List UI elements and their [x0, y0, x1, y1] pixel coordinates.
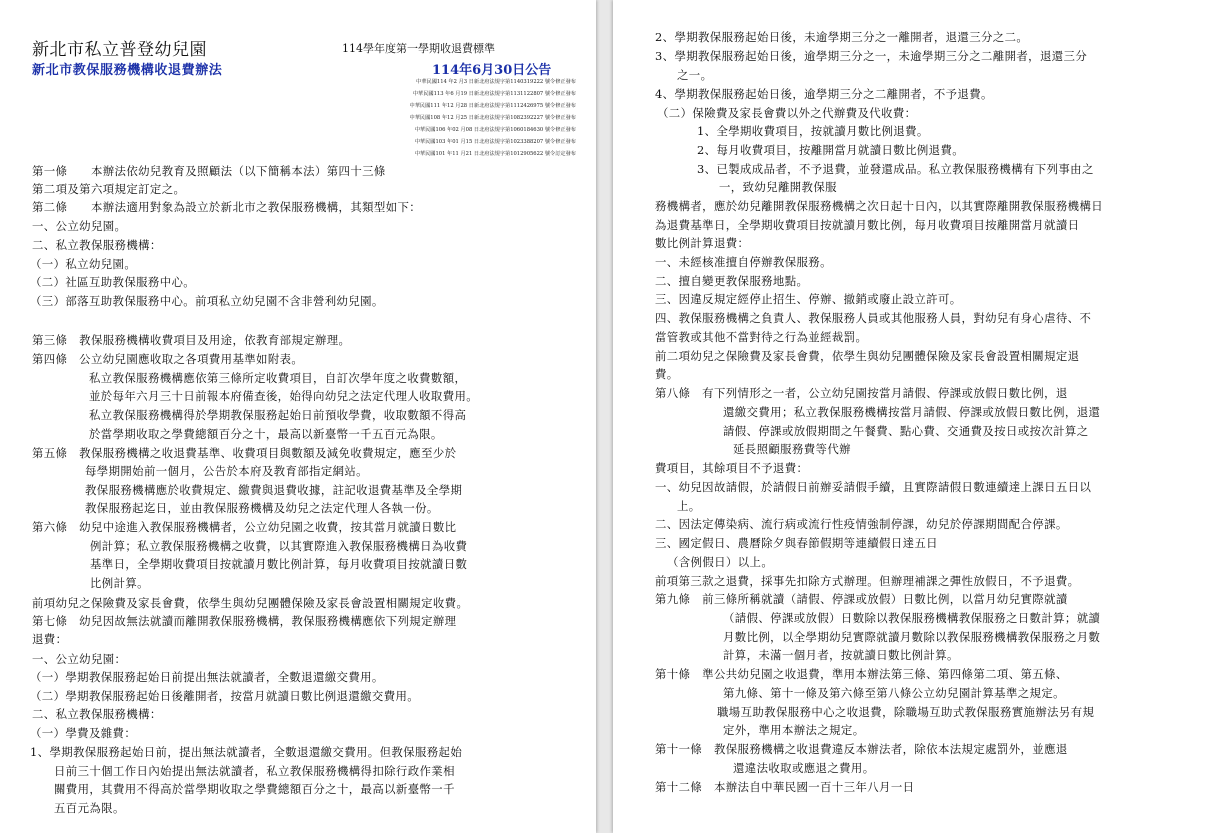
text-line: （一）私立幼兒園。	[30, 257, 137, 271]
history-line: 中華民國111 年12 月28 日新北府法規字第1112426975 號令修正發布	[409, 103, 576, 109]
text-line: 第一條 本辦法依幼兒教育及照顧法（以下簡稱本法）第四十三條	[32, 164, 386, 178]
history-line: 中華民國108 年12 月25 日新北府法規字第1082392227 號令修正發布	[409, 115, 576, 121]
text-line: 3、學期教保服務起始日後，逾學期三分之一，未逾學期三分之二離開者，退還三分	[655, 49, 1088, 63]
text-line: 第四條 公立幼兒園應收取之各項費用基準如附表。	[32, 352, 304, 366]
text-line: 第九條 前三條所稱就讀（請假、停課或放假）日數比例，以當月幼兒實際就讀	[655, 592, 1068, 606]
text-line: 第十一條 教保服務機構之收退費違反本辦法者，除依本法規定處罰外，並應退	[655, 742, 1068, 756]
text-line: 每學期開始前一個月，公告於本府及教育部指定網站。	[85, 464, 368, 478]
text-line: 延長照顧服務費等代辦	[733, 442, 851, 456]
text-line: 二、因法定傳染病、流行病或流行性疫情強制停課，幼兒於停課期間配合停課。	[655, 517, 1068, 531]
text-line: 第六條 幼兒中途進入教保服務機構者，公立幼兒園之收費，按其當月就讀日數比	[32, 520, 457, 534]
text-line: 前二項幼兒之保險費及家長會費，依學生與幼兒團體保險及家長會設置相關規定退	[655, 349, 1080, 363]
text-line: 二、私立教保服務機構：	[32, 238, 162, 252]
text-line: 第三條 教保服務機構收費項目及用途，依教育部規定辦理。	[32, 333, 351, 347]
text-line: 月數比例，以全學期幼兒實際就讀月數除以教保服務機構教保服務之月數	[723, 630, 1101, 644]
history-line: 中華民國106 年02 月08 日北府法規字第1060184630 號令修正發布	[414, 127, 576, 133]
text-line: 1、全學期收費項目，按就讀月數比例退費。	[697, 124, 929, 138]
text-line: 4、學期教保服務起始日後，逾學期三分之二離開者，不予退費。	[655, 87, 993, 101]
text-line: 二、私立教保服務機構：	[32, 707, 162, 721]
text-line: 例計算；私立教保服務機構之收費，以其實際進入教保服務機構日為收費	[90, 539, 468, 553]
text-line: 職場互助教保服務中心之收退費，除職場互助式教保服務實施辦法另有規	[717, 705, 1095, 719]
text-line: 費項目，其餘項目不予退費：	[655, 461, 809, 475]
history-line: 中華民國101 年11 月21 日北府法規字第1012905622 號令訂定發布	[414, 151, 576, 157]
text-line: （一）學期教保服務起始日前提出無法就讀者，全數退還繳交費用。	[30, 670, 384, 684]
text-line: 第十條 準公共幼兒園之收退費，準用本辦法第三條、第四條第二項、第五條、	[655, 667, 1068, 681]
text-line: 務機構者，應於幼兒離開教保服務機構之次日起十日內，以其實際離開教保服務機構日	[655, 199, 1104, 213]
left-document-page	[0, 0, 596, 833]
text-line: 一、公立幼兒園。	[32, 219, 127, 233]
text-line: 比例計算。	[90, 576, 149, 590]
history-line: 中華民國103 年01 月15 日北府法規字第1023388207 號令修正發布	[414, 139, 576, 145]
text-line: 日前三十個工作日內始提出無法就讀者，私立教保服務機構得扣除行政作業相	[54, 764, 455, 778]
text-line: （二）社區互助教保服務中心。	[30, 275, 196, 289]
text-line: 第五條 教保服務機構之收退費基準、收費項目與數額及減免收費規定，應至少於	[32, 446, 457, 460]
text-line: 為退費基準日，全學期收費項目按就讀月數比例，每月收費項目按離開當月就讀日	[655, 218, 1080, 232]
schedule-title: 114學年度第一學期收退費標準	[342, 42, 495, 55]
law-title: 新北市教保服務機構收退費辦法	[32, 63, 223, 78]
text-line: 教保服務機構應於收費規定、繳費與退費收據，註記收退費基準及全學期	[85, 483, 463, 497]
text-line: 2、每月收費項目，按離開當月就讀日數比例退費。	[697, 143, 965, 157]
text-line: 還違法收取或應退之費用。	[733, 761, 875, 775]
school-name: 新北市私立普登幼兒園	[32, 40, 207, 60]
text-line: 三、因違反規定經停止招生、停辦、撤銷或廢止設立許可。	[655, 292, 962, 306]
text-line: 一，致幼兒離開教保服	[719, 180, 837, 194]
text-line: 教保服務起迄日，並由教保服務機構及幼兒之法定代理人各執一份。	[85, 501, 439, 515]
text-line: 第八條 有下列情形之一者，公立幼兒園按當月請假、停課或放假日數比例，退	[655, 386, 1068, 400]
text-line: 四、教保服務機構之負責人、教保服務人員或其他服務人員，對幼兒有身心虐待、不	[655, 311, 1092, 325]
text-line: 1、學期教保服務起始日前，提出無法就讀者，全數退還繳交費用。但教保服務起始	[30, 745, 463, 759]
text-line: 一、公立幼兒園：	[32, 652, 127, 666]
text-line: 於當學期收取之學費總額百分之十，最高以新臺幣一千五百元為限。	[89, 427, 443, 441]
text-line: 並於每年六月三十日前報本府備查後，始得向幼兒之法定代理人收取費用。	[89, 389, 479, 403]
text-line: 計算，未滿一個月者，按就讀日數比例計算。	[723, 648, 959, 662]
text-line: 前項第三款之退費，採事先扣除方式辦理。但辦理補課之彈性放假日，不予退費。	[655, 574, 1080, 588]
text-line: （三）部落互助教保服務中心。前項私立幼兒園不含非營利幼兒園。	[30, 294, 384, 308]
text-line: 2、學期教保服務起始日後，未逾學期三分之一離開者，退還三分之二。	[655, 30, 1029, 44]
text-line: 一、未經核准擅自停辦教保服務。	[655, 255, 832, 269]
text-line: （一）學費及雜費：	[30, 726, 137, 740]
history-line: 中華民國114 年2 月3 日新北府法規字第1140319222 號令修正發布	[416, 79, 576, 85]
text-line: 定外，準用本辦法之規定。	[723, 723, 865, 737]
text-line: 一、幼兒因故請假，於請假日前辦妥請假手續，且實際請假日數連續達上課日五日以	[655, 480, 1092, 494]
text-line: 第二條 本辦法適用對象為設立於新北市之教保服務機構，其類型如下：	[32, 200, 422, 214]
text-line: （二）保險費及家長會費以外之代辦費及代收費：	[657, 106, 917, 120]
text-line: 私立教保服務機構應依第三條所定收費項目，自訂次學年度之收費數額，	[89, 371, 467, 385]
text-line: 五百元為限。	[54, 801, 125, 815]
text-line: 費。	[655, 367, 679, 381]
text-line: 3、已製成成品者，不予退費，並發還成品。私立教保服務機構有下列事由之	[697, 162, 1094, 176]
right-document-page	[613, 0, 1211, 833]
text-line: 上。	[677, 499, 701, 513]
text-line: 關費用，其費用不得高於當學期收取之學費總額百分之十，最高以新臺幣一千	[54, 782, 455, 796]
text-line: 還繳交費用；私立教保服務機構按當月請假、停課或放假日數比例，退還	[723, 405, 1101, 419]
text-line: 第九條、第十一條及第六條至第八條公立幼兒園計算基準之規定。	[723, 686, 1065, 700]
text-line: 第二項及第六項規定訂定之。	[32, 182, 186, 196]
text-line: （二）學期教保服務起始日後離開者，按當月就讀日數比例退還繳交費用。	[30, 689, 420, 703]
text-line: 當管教或其他不當對待之行為並經裁罰。	[655, 330, 868, 344]
text-line: 退費：	[32, 632, 68, 646]
text-line: （請假、停課或放假）日數除以教保服務機構教保服務之日數計算；就讀	[723, 611, 1101, 625]
announce-date: 114年6月30日公告	[432, 63, 552, 78]
history-line: 中華民國113 年6 月19 日新北府法規字第1131122807 號令修正發布	[412, 91, 576, 97]
text-line: 請假、停課或放假期間之午餐費、點心費、交通費及按日或按次計算之	[723, 424, 1089, 438]
text-line: 第十二條 本辦法自中華民國一百十三年八月一日	[655, 780, 915, 794]
text-line: 之一。	[677, 68, 713, 82]
text-line: 二、擅自變更教保服務地點。	[655, 274, 809, 288]
text-line: 第七條 幼兒因故無法就讀而離開教保服務機構，教保服務機構應依下列規定辦理	[32, 614, 457, 628]
text-line: 前項幼兒之保險費及家長會費，依學生與幼兒團體保險及家長會設置相關規定收費。	[32, 596, 469, 610]
text-line: 三、國定假日、農曆除夕與春節假期等連續假日達五日	[655, 536, 938, 550]
text-line: 私立教保服務機構得於學期教保服務起始日前預收學費，收取數額不得高	[89, 408, 467, 422]
text-line: 基準日，全學期收費項目按就讀月數比例計算，每月收費項目按就讀日數	[90, 557, 468, 571]
text-line: （含例假日）以上。	[667, 555, 774, 569]
text-line: 數比例計算退費：	[655, 236, 750, 250]
